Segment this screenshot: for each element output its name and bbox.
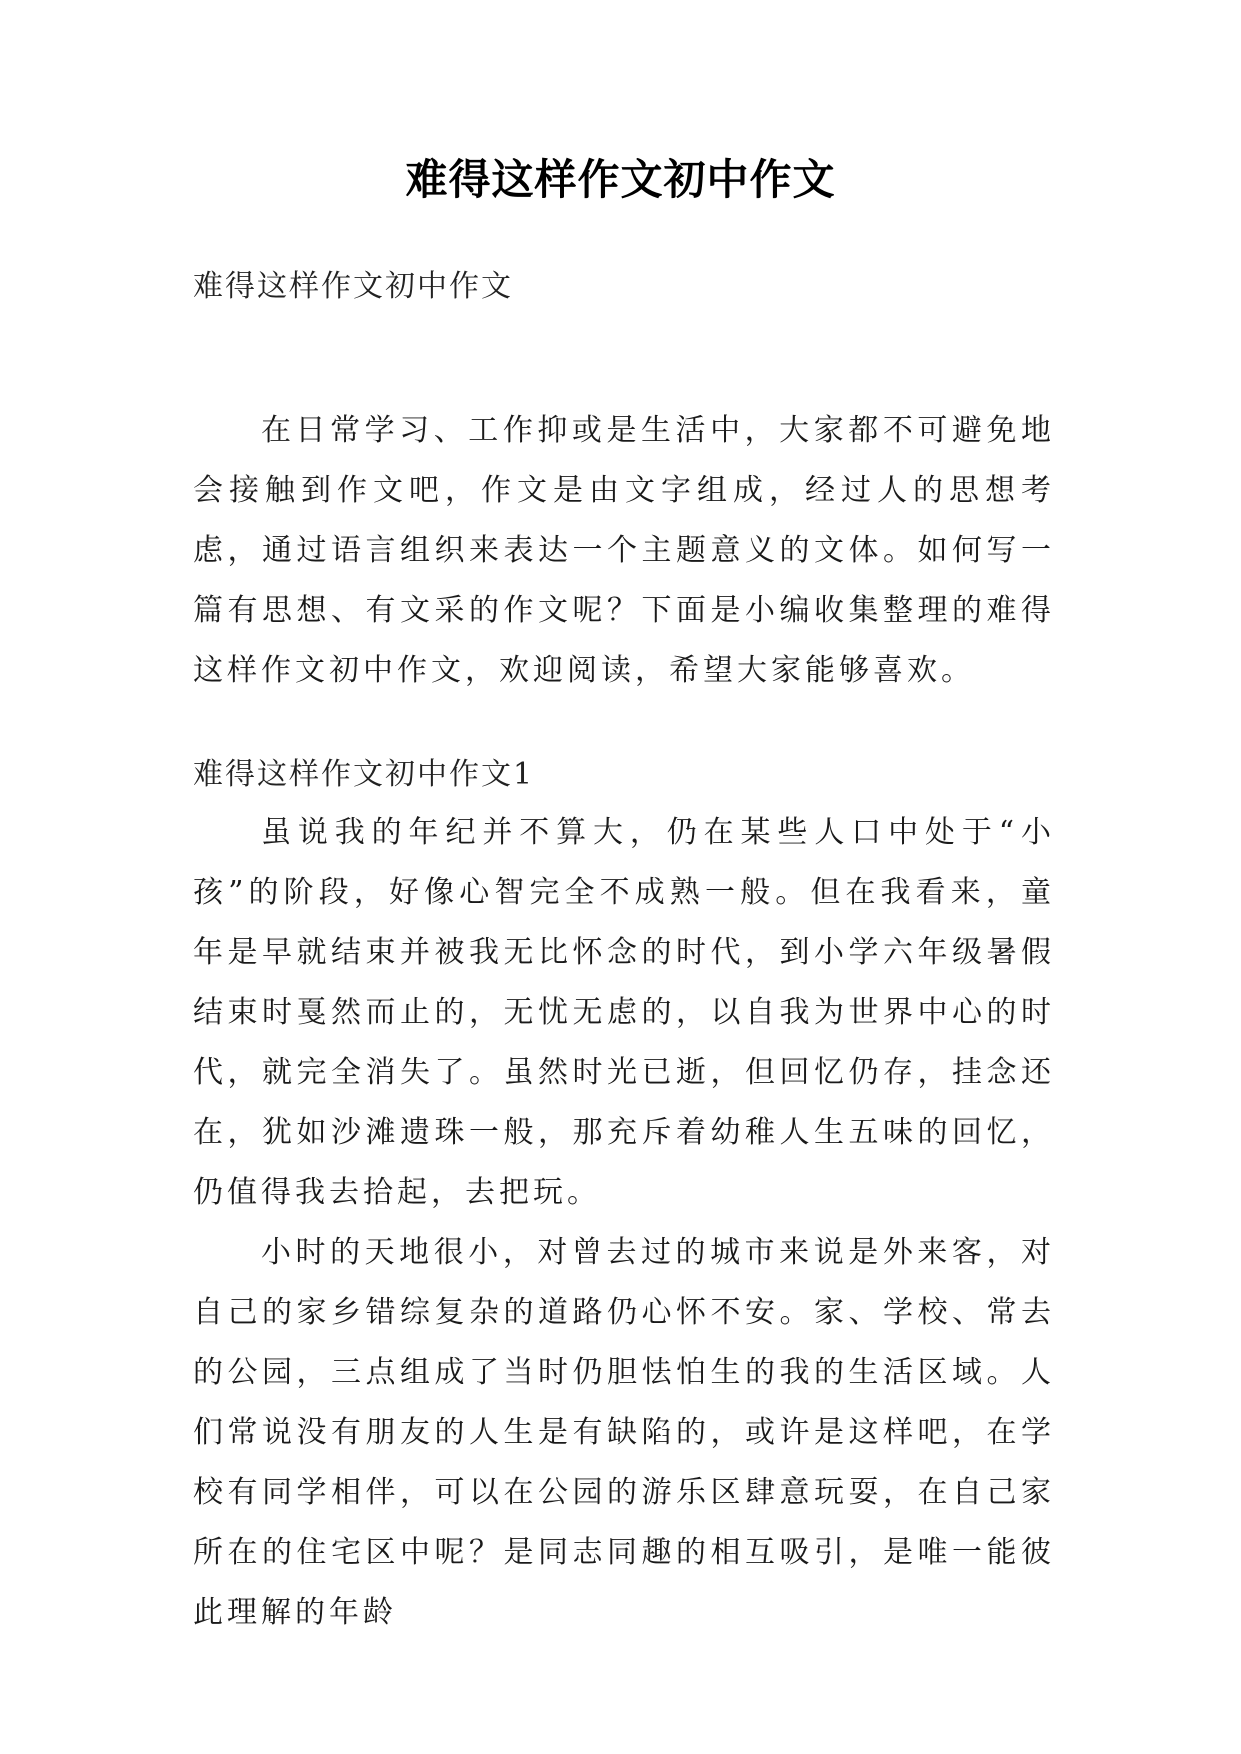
body-paragraph: 虽说我的年纪并不算大，仍在某些人口中处于“小孩”的阶段，好像心智完全不成熟一般。但在我看来，童年是早就结束并被我无比怀念的时代，到小学六年级暑假结束时戛然而止的，无忧无虑的，以自我为世界中心的时代，就完全消失了。虽然时光已逝，但回忆仍存，挂念还在，犹如沙滩遗珠一般，那充斥着幼稚人生五味的回忆，仍值得我去拾起，去把玩。 (193, 815, 1055, 1210)
body-paragraph: 小时的天地很小，对曾去过的城市来说是外来客，对自己的家乡错综复杂的道路仍心怀不安。家、学校、常去的公园，三点组成了当时仍胆怯怕生的我的生活区域。人们常说没有朋友的人生是有缺陷的，或许是这样吧，在学校有同学相伴，可以在公园的游乐区肆意玩耍，在自己家所在的住宅区中呢？是同志同趣的相互吸引，是唯一能彼此理解的年龄 (193, 1235, 1055, 1630)
document-title: 难得这样作文初中作文 (405, 155, 836, 204)
document-subtitle: 难得这样作文初中作文 (193, 269, 513, 304)
intro-paragraph: 在日常学习、工作抑或是生活中，大家都不可避免地会接触到作文吧，作文是由文字组成，经过人的思想考虑，通过语言组织来表达一个主题意义的文体。如何写一篇有思想、有文采的作文呢？下面是小编收集整理的难得这样作文初中作文，欢迎阅读，希望大家能够喜欢。 (193, 413, 1055, 688)
section-heading: 难得这样作文初中作文1 (193, 757, 535, 792)
